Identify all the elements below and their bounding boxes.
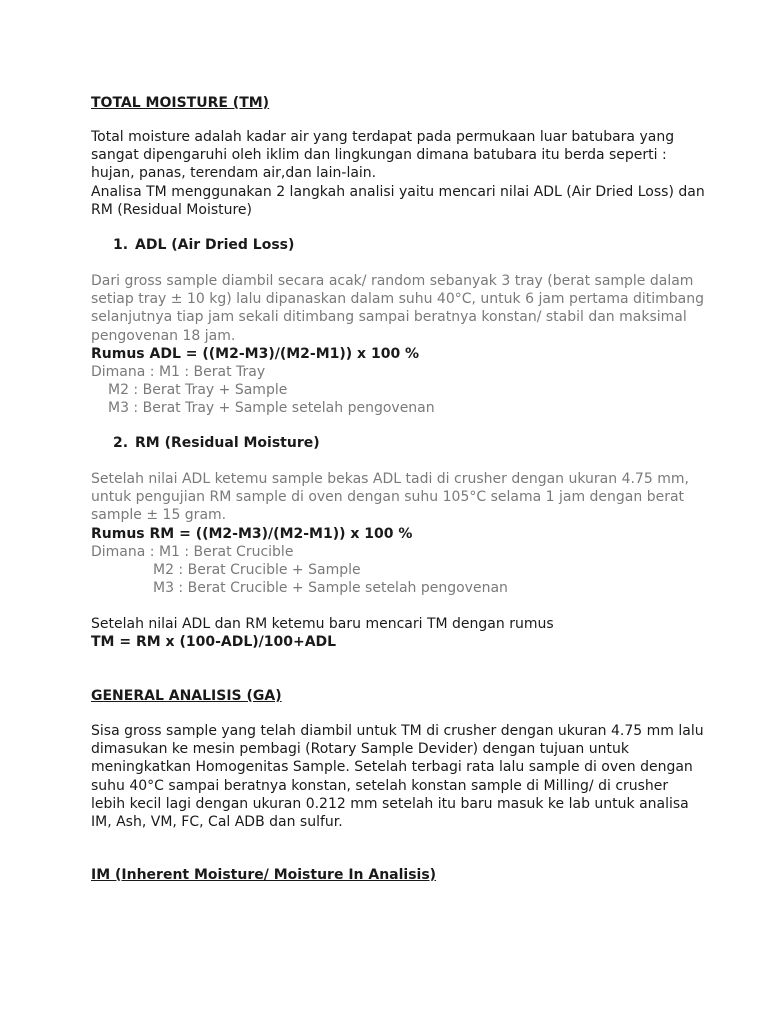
adl-formula: Rumus ADL = ((M2-M3)/(M2-M1)) x 100 % [91, 345, 420, 362]
paragraph-line: Analisa TM menggunakan 2 langkah analisi yaitu mencari nilai ADL (Air Dried Loss) dan [91, 183, 705, 200]
paragraph-line: IM, Ash, VM, FC, Cal ADB dan sulfur. [91, 814, 343, 831]
where-line: M2 : Berat Tray + Sample [108, 382, 288, 399]
rm-heading [113, 434, 713, 452]
paragraph-line: pengovenan 18 jam. [91, 327, 236, 344]
final-text: Setelah nilai ADL dan RM ketemu baru mencari TM dengan rumus [91, 616, 554, 632]
paragraph-line: dimasukan ke mesin pembagi (Rotary Sample Devider) dengan tujuan untuk [91, 741, 629, 758]
paragraph-line: sangat dipengaruhi oleh iklim dan lingkungan dimana batubara itu berda seperti : [91, 147, 667, 164]
where-line: M2 : Berat Crucible + Sample [153, 562, 361, 579]
paragraph-line: suhu 40°C sampai beratnya konstan, setelah konstan sample di Milling/ di crusher [91, 777, 669, 794]
list-number: 2. [113, 435, 129, 451]
where-line: M3 : Berat Tray + Sample setelah pengovenan [108, 400, 435, 417]
tm-heading: TOTAL MOISTURE (TM) [91, 95, 270, 111]
paragraph-line: meningkatkan Homogenitas Sample. Setelah terbagi rata lalu sample di oven dengan [91, 759, 693, 776]
list-number: 1. [113, 237, 129, 253]
adl-section [91, 272, 705, 418]
tm-intro-paragraph [91, 128, 705, 219]
paragraph-line: hujan, panas, terendam air,dan lain-lain. [91, 165, 377, 182]
tm-formula: TM = RM x (100-ADL)/100+ADL [91, 634, 337, 651]
paragraph-line: untuk pengujian RM sample di oven dengan suhu 105°C selama 1 jam dengan berat [91, 489, 685, 506]
rm-heading-text: RM (Residual Moisture) [135, 435, 320, 451]
paragraph-line: Sisa gross sample yang telah diambil untuk TM di crusher dengan ukuran 4.75 mm lalu [91, 723, 704, 739]
im-heading: IM (Inherent Moisture/ Moisture In Analisis) [91, 867, 437, 883]
adl-heading [113, 236, 713, 254]
rm-section [91, 470, 691, 597]
paragraph-line: Dari gross sample diambil secara acak/ random sebanyak 3 tray (berat sample dalam [91, 273, 694, 289]
where-line: M3 : Berat Crucible + Sample setelah pengovenan [153, 580, 508, 597]
adl-heading-text: ADL (Air Dried Loss) [135, 237, 295, 253]
where-line: Dimana : M1 : Berat Tray [91, 364, 266, 381]
paragraph-line: lebih kecil lagi dengan ukuran 0.212 mm setelah itu baru masuk ke lab untuk analisa [91, 795, 689, 812]
paragraph-line: Setelah nilai ADL ketemu sample bekas ADL tadi di crusher dengan ukuran 4.75 mm, [91, 471, 689, 487]
ga-heading: GENERAL ANALISIS (GA) [91, 688, 282, 704]
ga-paragraph [91, 722, 704, 831]
paragraph-line: selanjutnya tiap jam sekali ditimbang sampai beratnya konstan/ stabil dan maksimal [91, 309, 687, 326]
where-line: Dimana : M1 : Berat Crucible [91, 543, 294, 560]
paragraph-line: sample ± 15 gram. [91, 507, 227, 524]
paragraph-line: RM (Residual Moisture) [91, 201, 253, 218]
paragraph-line: Total moisture adalah kadar air yang terdapat pada permukaan luar batubara yang [91, 129, 675, 145]
paragraph-line: setiap tray ± 10 kg) lalu dipanaskan dalam suhu 40°C, untuk 6 jam pertama ditimbang [91, 291, 705, 308]
rm-formula: Rumus RM = ((M2-M3)/(M2-M1)) x 100 % [91, 525, 413, 542]
tm-final [91, 615, 691, 651]
